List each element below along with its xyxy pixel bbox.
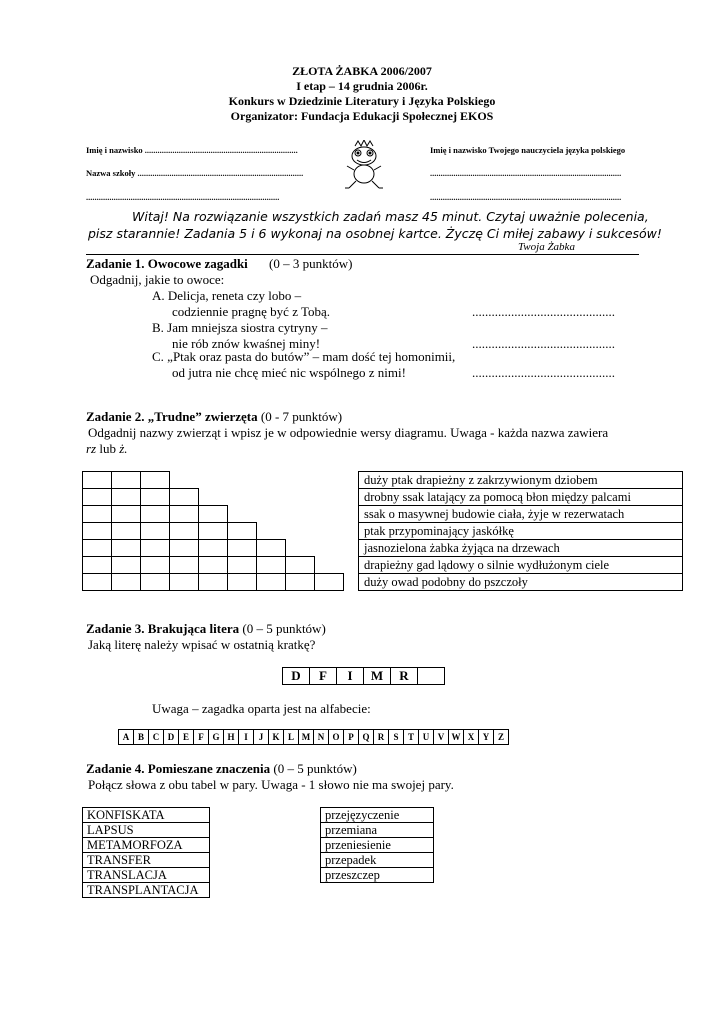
alphabet-cell: C [149, 730, 164, 745]
clue-cell: duży owad podobny do pszczoły [359, 574, 683, 591]
task1-points: (0 – 3 punktów) [269, 256, 353, 271]
left-word: TRANSLACJA [83, 868, 210, 883]
letter-cell: F [310, 668, 337, 685]
diagram-row [83, 557, 344, 574]
task1-header [86, 256, 352, 272]
task1-c-line1: C. „Ptak oraz pasta do butów” – mam dość tej homonimii, [152, 349, 456, 364]
alphabet-cell: H [224, 730, 239, 745]
left-word: METAMORFOZA [83, 838, 210, 853]
clues-table [358, 471, 683, 591]
alphabet-cell: R [374, 730, 389, 745]
task2-header [86, 409, 342, 425]
task3-header [86, 621, 326, 637]
clue-cell: duży ptak drapieżny z zakrzywionym dziobem [359, 472, 683, 489]
alphabet-cell: I [239, 730, 254, 745]
task4-header [86, 761, 357, 777]
task1-b-line1: B. Jam mniejsza siostra cytryny – [152, 320, 328, 335]
alphabet-cell: J [254, 730, 269, 745]
frog-logo-icon [343, 140, 385, 192]
task1-c-line2: od jutra nie chcę mieć nic wspólnego z nimi! [172, 365, 406, 380]
alphabet-cell: M [299, 730, 314, 745]
clue-cell: ptak przypominający jaskółkę [359, 523, 683, 540]
title-line-1: ZŁOTA ŻABKA 2006/2007 [292, 64, 432, 78]
alphabet-cell: P [344, 730, 359, 745]
alphabet-cell: N [314, 730, 329, 745]
diagram-row [83, 472, 344, 489]
answer-letter-cell[interactable] [418, 668, 445, 685]
task1-b-line2: nie rób znów kwaśnej miny! [172, 336, 321, 351]
diagram-row [83, 574, 344, 591]
task3-points: (0 – 5 punktów) [242, 621, 326, 636]
task1-instruction: Odgadnij, jakie to owoce: [90, 272, 225, 287]
teacher-field-label: Imię i nazwisko Twojego nauczyciela języka polskiego [430, 145, 626, 155]
diagram-row [83, 489, 344, 506]
alphabet-cell: W [449, 730, 464, 745]
alphabet-cell: T [404, 730, 419, 745]
alphabet-cell: K [269, 730, 284, 745]
task4-title: Zadanie 4. Pomieszane znaczenia [86, 761, 271, 776]
clue-cell: ssak o masywnej budowie ciała, żyje w rezerwatach [359, 506, 683, 523]
left-words-table [82, 807, 210, 898]
alphabet-cell: B [134, 730, 149, 745]
diagram-row [83, 540, 344, 557]
alphabet-cell: U [419, 730, 434, 745]
title-line-2: I etap – 14 grudnia 2006r. [296, 79, 428, 93]
intro-line-2: pisz starannie! Zadania 5 i 6 wykonaj na osobnej kartce. Życzę Ci miłej zabawy i sukcesów! [88, 226, 662, 241]
task4-instruction: Połącz słowa z obu tabel w pary. Uwaga - 1 słowo nie ma swojej pary. [88, 777, 454, 792]
divider [86, 254, 639, 255]
alphabet-cell: F [194, 730, 209, 745]
task2-instruction-1: Odgadnij nazwy zwierząt i wpisz je w odpowiednie wersy diagramu. Uwaga - każda nazwa zawiera [88, 425, 609, 440]
z-text: ż. [119, 441, 128, 456]
task4-points: (0 – 5 punktów) [273, 761, 357, 776]
rz-text: rz [86, 441, 97, 456]
alphabet-cell: D [164, 730, 179, 745]
letter-cell: R [391, 668, 418, 685]
left-word: LAPSUS [83, 823, 210, 838]
letter-cell: M [364, 668, 391, 685]
name-field[interactable]: Imię i nazwisko ........................................................................ [86, 145, 298, 155]
crossword-diagram [82, 471, 344, 591]
alphabet-row [118, 729, 509, 745]
right-word: przeszczep [321, 868, 434, 883]
title-line-3: Konkurs w Dziedzinie Literatury i Języka Polskiego [228, 94, 496, 108]
task1-b-answer[interactable]: ............................................ [472, 336, 615, 351]
task3-instruction: Jaką literę należy wpisać w ostatnią kratkę? [88, 637, 316, 652]
school-field-line-2[interactable]: ........................................................................................... [86, 192, 280, 202]
clue-cell: jasnozielona żabka żyjąca na drzewach [359, 540, 683, 557]
task1-a-line2: codziennie pragnę być z Tobą. [172, 304, 331, 319]
letter-cell: D [283, 668, 310, 685]
task1-c-answer[interactable]: ............................................ [472, 365, 615, 380]
diagram-row [83, 506, 344, 523]
task2-points: (0 - 7 punktów) [260, 409, 343, 424]
right-word: przemiana [321, 823, 434, 838]
alphabet-cell: Y [479, 730, 494, 745]
letter-cell: I [337, 668, 364, 685]
title-line-4: Organizator: Fundacja Edukacji Społecznej EKOS [230, 109, 494, 123]
intro-line-1: Witaj! Na rozwiązanie wszystkich zadań masz 45 minut. Czytaj uważnie polecenia, [132, 209, 649, 224]
alphabet-cell: O [329, 730, 344, 745]
right-word: przepadek [321, 853, 434, 868]
right-words-table [320, 807, 434, 883]
alphabet-cell: S [389, 730, 404, 745]
teacher-field-line-1[interactable]: .......................................................................................... [430, 168, 622, 178]
task2-title: Zadanie 2. „Trudne” zwierzęta [86, 409, 258, 424]
alphabet-cell: E [179, 730, 194, 745]
alphabet-cell: Q [359, 730, 374, 745]
clue-cell: drapieżny gad lądowy o silnie wydłużonym ciele [359, 557, 683, 574]
signature: Twoja Żabka [518, 241, 575, 253]
task1-a-answer[interactable]: ............................................ [472, 304, 615, 319]
alphabet-cell: Z [494, 730, 509, 745]
right-word: przeniesienie [321, 838, 434, 853]
alphabet-cell: A [119, 730, 134, 745]
alphabet-cell: V [434, 730, 449, 745]
task3-note: Uwaga – zagadka oparta jest na alfabecie: [152, 701, 371, 716]
alphabet-cell: L [284, 730, 299, 745]
letter-sequence [282, 667, 445, 685]
task3-title: Zadanie 3. Brakująca litera [86, 621, 240, 636]
teacher-field-line-2[interactable]: .......................................................................................... [430, 192, 622, 202]
diagram-row [83, 523, 344, 540]
right-word: przejęzyczenie [321, 808, 434, 823]
alphabet-cell: G [209, 730, 224, 745]
alphabet-cell: X [464, 730, 479, 745]
task1-title: Zadanie 1. Owocowe zagadki [86, 256, 248, 271]
left-word: KONFISKATA [83, 808, 210, 823]
left-word: TRANSFER [83, 853, 210, 868]
task2-instruction-2 [86, 441, 128, 457]
task1-a-line1: A. Delicja, reneta czy lobo – [152, 288, 302, 303]
or-text: lub [96, 441, 120, 456]
school-field[interactable]: Nazwa szkoły .............................................................................. [86, 168, 304, 178]
left-word: TRANSPLANTACJA [83, 883, 210, 898]
clue-cell: drobny ssak latający za pomocą błon między palcami [359, 489, 683, 506]
